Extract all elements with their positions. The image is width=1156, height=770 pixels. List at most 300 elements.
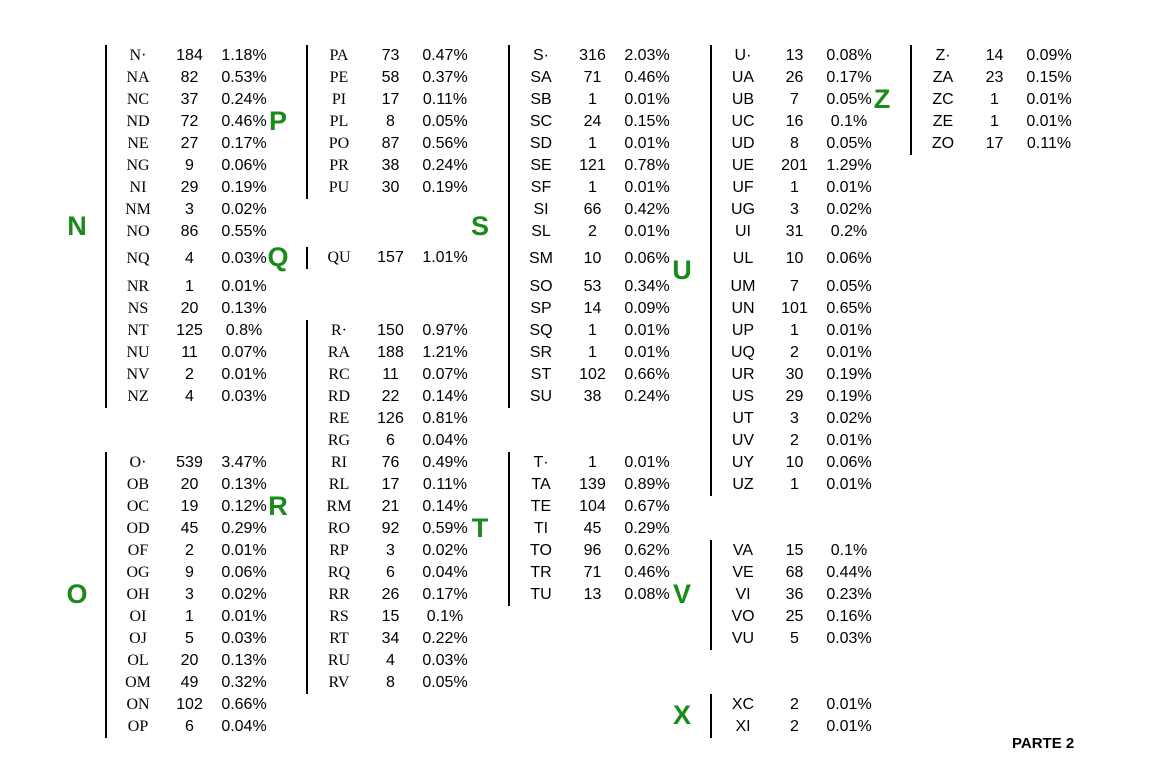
bigram-label: SI	[533, 201, 549, 218]
bigram-percent: 0.09%	[624, 300, 670, 317]
bigram-label: VI	[735, 586, 751, 603]
bigram-count: 25	[785, 608, 804, 625]
group-n-divider	[105, 45, 107, 408]
bigram-count: 38	[381, 157, 400, 174]
bigram-percent: 0.02%	[826, 410, 872, 427]
bigram-percent: 0.03%	[221, 250, 267, 267]
bigram-count: 102	[176, 696, 203, 713]
bigram-label: PL	[329, 113, 349, 130]
bigram-percent: 0.01%	[624, 135, 670, 152]
bigram-percent: 0.13%	[221, 652, 267, 669]
group-v-letter: V	[672, 579, 691, 609]
bigram-percent: 0.55%	[221, 223, 267, 240]
bigram-label: S·	[533, 47, 549, 64]
bigram-count: 45	[180, 520, 199, 537]
bigram-count: 139	[579, 476, 606, 493]
bigram-count: 11	[181, 344, 198, 361]
bigram-count: 11	[382, 366, 399, 383]
group-o-divider	[105, 452, 107, 738]
bigram-count: 14	[583, 300, 602, 317]
bigram-label: UQ	[731, 344, 755, 361]
bigram-percent: 2.03%	[624, 47, 670, 64]
bigram-percent: 0.01%	[624, 91, 670, 108]
group-x-divider	[710, 694, 712, 738]
bigram-percent: 0.24%	[624, 388, 670, 405]
group-p	[268, 45, 478, 199]
bigram-count: 23	[985, 69, 1004, 86]
bigram-label: UI	[735, 223, 751, 240]
bigram-count: 14	[985, 47, 1004, 64]
bigram-count: 1	[588, 179, 597, 196]
bigram-count: 17	[381, 476, 400, 493]
bigram-label: TU	[530, 586, 552, 603]
bigram-label: NQ	[126, 250, 150, 267]
bigram-label: UD	[731, 135, 755, 152]
bigram-label: RC	[328, 366, 350, 383]
group-x-letter: X	[672, 700, 691, 730]
group-z	[873, 45, 1082, 155]
bigram-count: 188	[377, 344, 404, 361]
bigram-label: PR	[329, 157, 349, 174]
bigram-percent: 0.01%	[624, 454, 670, 471]
bigram-label: UB	[731, 91, 755, 108]
bigram-label: NU	[126, 344, 150, 361]
bigram-label: NT	[127, 322, 149, 339]
bigram-count: 53	[583, 278, 602, 295]
bigram-label: SB	[530, 91, 552, 108]
bigram-count: 2	[790, 718, 799, 735]
bigram-label: TI	[533, 520, 549, 537]
bigram-percent: 0.01%	[826, 696, 872, 713]
bigram-count: 2	[185, 366, 194, 383]
bigram-label: OH	[126, 586, 150, 603]
group-n-letter: N	[67, 210, 87, 241]
group-z-letter: Z	[873, 84, 891, 114]
group-t-divider	[508, 452, 510, 606]
bigram-count: 20	[180, 652, 199, 669]
bigram-label: ZO	[931, 135, 955, 152]
bigram-label: NR	[126, 278, 150, 295]
bigram-percent: 0.46%	[221, 113, 267, 130]
bigram-count: 15	[381, 608, 400, 625]
bigram-percent: 0.02%	[422, 542, 468, 559]
bigram-count: 104	[579, 498, 606, 515]
bigram-label: VU	[731, 630, 755, 647]
bigram-percent: 0.34%	[624, 278, 670, 295]
bigram-label: SF	[530, 179, 552, 196]
bigram-label: VO	[731, 608, 755, 625]
bigram-count: 4	[185, 250, 194, 267]
bigram-label: RV	[328, 674, 350, 691]
bigram-label: T·	[533, 454, 549, 471]
bigram-label: ON	[126, 696, 150, 713]
bigram-percent: 0.47%	[422, 47, 468, 64]
bigram-count: 2	[588, 223, 597, 240]
bigram-percent: 0.19%	[221, 179, 267, 196]
bigram-percent: 0.05%	[422, 113, 468, 130]
bigram-percent: 0.42%	[624, 201, 670, 218]
bigram-count: 29	[785, 388, 804, 405]
bigram-label: U·	[734, 47, 752, 64]
bigram-label: UV	[731, 432, 755, 449]
bigram-label: UY	[731, 454, 755, 471]
bigram-label: UF	[732, 179, 754, 196]
bigram-count: 30	[381, 179, 400, 196]
bigram-percent: 0.01%	[221, 278, 267, 295]
bigram-count: 21	[381, 498, 400, 515]
bigram-count: 1	[990, 91, 999, 108]
bigram-count: 8	[790, 135, 799, 152]
bigram-percent: 0.01%	[826, 322, 872, 339]
bigram-label: SL	[531, 223, 551, 240]
bigram-count: 9	[185, 564, 194, 581]
bigram-label: TO	[530, 542, 552, 559]
bigram-label: NV	[126, 366, 150, 383]
bigram-percent: 0.02%	[221, 201, 267, 218]
bigram-percent: 0.44%	[826, 564, 872, 581]
bigram-count: 13	[583, 586, 602, 603]
bigram-count: 121	[579, 157, 606, 174]
bigram-label: NS	[127, 300, 149, 317]
bigram-percent: 0.62%	[624, 542, 670, 559]
bigram-label: UR	[731, 366, 755, 383]
bigram-percent: 1.29%	[826, 157, 872, 174]
bigram-percent: 3.47%	[221, 454, 267, 471]
bigram-percent: 0.01%	[826, 179, 872, 196]
bigram-percent: 0.09%	[1026, 47, 1072, 64]
bigram-count: 150	[377, 322, 404, 339]
bigram-percent: 0.53%	[221, 69, 267, 86]
bigram-percent: 0.06%	[826, 250, 872, 267]
bigram-percent: 0.06%	[221, 157, 267, 174]
bigram-count: 10	[785, 250, 804, 267]
bigram-count: 49	[180, 674, 199, 691]
bigram-label: SP	[530, 300, 552, 317]
group-s-divider	[508, 45, 510, 408]
bigram-percent: 0.17%	[826, 69, 872, 86]
bigram-percent: 0.01%	[826, 476, 872, 493]
group-s-letter: S	[470, 210, 489, 241]
group-v-divider	[710, 540, 712, 650]
bigram-count: 1	[790, 322, 799, 339]
bigram-count: 68	[785, 564, 804, 581]
bigram-label: Z·	[935, 47, 951, 64]
bigram-percent: 1.18%	[221, 47, 267, 64]
bigram-count: 30	[785, 366, 804, 383]
bigram-percent: 0.03%	[221, 630, 267, 647]
bigram-percent: 0.01%	[826, 718, 872, 735]
group-p-divider	[306, 45, 308, 199]
bigram-percent: 0.01%	[221, 608, 267, 625]
bigram-count: 3	[790, 201, 799, 218]
bigram-count: 36	[785, 586, 804, 603]
bigram-label: SU	[529, 388, 553, 405]
bigram-percent: 0.81%	[422, 410, 468, 427]
bigram-label: UE	[731, 157, 755, 174]
bigram-percent: 0.65%	[826, 300, 872, 317]
bigram-count: 1	[588, 344, 597, 361]
bigram-count: 125	[176, 322, 203, 339]
bigram-label: NI	[129, 179, 147, 196]
bigram-percent: 0.05%	[826, 91, 872, 108]
bigram-percent: 0.19%	[826, 388, 872, 405]
bigram-percent: 0.12%	[221, 498, 267, 515]
bigram-count: 184	[176, 47, 203, 64]
bigram-count: 73	[381, 47, 400, 64]
bigram-percent: 0.06%	[624, 250, 670, 267]
bigram-percent: 0.56%	[422, 135, 468, 152]
bigram-percent: 0.04%	[221, 718, 267, 735]
bigram-percent: 0.59%	[422, 520, 468, 537]
bigram-label: N·	[129, 47, 147, 64]
bigram-label: QU	[327, 249, 351, 266]
bigram-percent: 0.1%	[830, 113, 868, 130]
bigram-label: XI	[735, 718, 751, 735]
group-o-letter: O	[66, 579, 88, 609]
bigram-percent: 0.66%	[221, 696, 267, 713]
bigram-percent: 0.37%	[422, 69, 468, 86]
bigram-percent: 0.02%	[221, 586, 267, 603]
bigram-percent: 0.13%	[221, 300, 267, 317]
bigram-label: US	[731, 388, 755, 405]
bigram-percent: 0.1%	[830, 542, 868, 559]
bigram-count: 5	[790, 630, 799, 647]
bigram-count: 157	[377, 249, 404, 266]
bigram-percent: 0.04%	[422, 564, 468, 581]
bigram-count: 87	[381, 135, 400, 152]
bigram-label: SQ	[529, 322, 553, 339]
bigram-percent: 0.24%	[422, 157, 468, 174]
bigram-count: 5	[185, 630, 194, 647]
bigram-label: RE	[328, 410, 350, 427]
group-s	[470, 45, 680, 408]
bigram-count: 7	[790, 278, 799, 295]
bigram-label: OF	[127, 542, 149, 559]
bigram-percent: 0.23%	[826, 586, 872, 603]
bigram-label: NC	[126, 91, 150, 108]
bigram-label: TE	[530, 498, 552, 515]
bigram-label: RI	[331, 454, 347, 471]
bigram-count: 201	[781, 157, 808, 174]
bigram-label: SA	[530, 69, 552, 86]
bigram-percent: 0.01%	[221, 542, 267, 559]
bigram-label: RO	[327, 520, 351, 537]
bigram-label: PI	[331, 91, 347, 108]
bigram-percent: 0.89%	[624, 476, 670, 493]
bigram-count: 66	[583, 201, 602, 218]
bigram-label: SC	[529, 113, 553, 130]
bigram-count: 3	[386, 542, 395, 559]
group-q-divider	[306, 247, 308, 269]
bigram-label: OP	[127, 718, 149, 735]
bigram-label: NO	[126, 223, 150, 240]
bigram-count: 1	[588, 454, 597, 471]
bigram-percent: 0.11%	[1026, 135, 1072, 152]
bigram-count: 20	[180, 300, 199, 317]
bigram-label: RR	[328, 586, 350, 603]
bigram-percent: 0.06%	[221, 564, 267, 581]
bigram-count: 76	[381, 454, 400, 471]
bigram-count: 38	[583, 388, 602, 405]
bigram-count: 58	[381, 69, 400, 86]
bigram-count: 1	[790, 476, 799, 493]
bigram-label: OD	[126, 520, 150, 537]
bigram-label: OI	[129, 608, 147, 625]
bigram-percent: 0.01%	[826, 344, 872, 361]
bigram-label: NE	[127, 135, 149, 152]
bigram-count: 8	[386, 113, 395, 130]
bigram-count: 10	[583, 250, 602, 267]
bigram-percent: 0.29%	[624, 520, 670, 537]
bigram-percent: 0.22%	[422, 630, 468, 647]
bigram-count: 22	[381, 388, 400, 405]
bigram-label: O·	[129, 454, 147, 471]
bigram-percent: 0.08%	[826, 47, 872, 64]
bigram-label: SO	[529, 278, 553, 295]
bigram-label: UM	[730, 278, 756, 295]
bigram-label: PE	[329, 69, 349, 86]
bigram-percent: 0.46%	[624, 564, 670, 581]
bigram-label: SD	[529, 135, 553, 152]
bigram-label: OB	[126, 476, 150, 493]
bigram-count: 126	[377, 410, 404, 427]
bigram-count: 34	[381, 630, 400, 647]
bigram-label: NZ	[127, 388, 149, 405]
bigram-percent: 1.01%	[422, 249, 468, 266]
bigram-percent: 0.97%	[422, 322, 468, 339]
bigram-percent: 0.11%	[422, 476, 468, 493]
bigram-label: PU	[328, 179, 350, 196]
bigram-percent: 0.14%	[422, 498, 468, 515]
bigram-label: OL	[127, 652, 149, 669]
bigram-count: 1	[588, 91, 597, 108]
bigram-label: UA	[731, 69, 755, 86]
group-u-letter: U	[672, 254, 692, 285]
bigram-label: VE	[732, 564, 754, 581]
bigram-count: 72	[180, 113, 199, 130]
group-u	[672, 45, 882, 496]
bigram-count: 96	[583, 542, 602, 559]
bigram-label: SE	[530, 157, 552, 174]
bigram-percent: 0.01%	[624, 322, 670, 339]
bigram-label: NG	[126, 157, 150, 174]
bigram-count: 6	[386, 432, 395, 449]
bigram-percent: 1.21%	[422, 344, 468, 361]
group-o	[66, 452, 277, 738]
bigram-label: RS	[329, 608, 349, 625]
bigram-label: RT	[329, 630, 349, 647]
bigram-percent: 0.03%	[221, 388, 267, 405]
bigram-label: UL	[732, 250, 754, 267]
group-t-letter: T	[471, 513, 489, 543]
group-v	[672, 540, 882, 650]
bigram-count: 17	[985, 135, 1004, 152]
bigram-count: 26	[381, 586, 400, 603]
bigram-count: 1	[588, 322, 597, 339]
bigram-label: RA	[327, 344, 351, 361]
bigram-label: UP	[731, 322, 755, 339]
bigram-label: VA	[732, 542, 754, 559]
group-q-letter: Q	[267, 242, 289, 272]
bigram-count: 16	[785, 113, 804, 130]
bigram-count: 539	[176, 454, 203, 471]
group-t	[471, 452, 680, 606]
bigram-percent: 0.19%	[422, 179, 468, 196]
bigram-count: 1	[790, 179, 799, 196]
bigram-label: XC	[731, 696, 755, 713]
bigram-label: ZC	[932, 91, 954, 108]
group-n	[67, 45, 277, 408]
bigram-percent: 0.16%	[826, 608, 872, 625]
bigram-percent: 0.05%	[826, 135, 872, 152]
bigram-percent: 0.11%	[422, 91, 468, 108]
bigram-percent: 0.78%	[624, 157, 670, 174]
bigram-percent: 0.32%	[221, 674, 267, 691]
bigram-label: OC	[126, 498, 150, 515]
group-u-divider	[710, 45, 712, 496]
bigram-percent: 0.05%	[826, 278, 872, 295]
bigram-label: OM	[125, 674, 151, 691]
bigram-percent: 0.13%	[221, 476, 267, 493]
group-p-letter: P	[268, 106, 287, 136]
bigram-percent: 0.46%	[624, 69, 670, 86]
group-r-divider	[306, 320, 308, 694]
bigram-label: SR	[529, 344, 553, 361]
bigram-percent: 0.66%	[624, 366, 670, 383]
bigram-label: TA	[531, 476, 551, 493]
bigram-label: PO	[328, 135, 350, 152]
bigram-label: UC	[731, 113, 755, 130]
bigram-count: 3	[185, 201, 194, 218]
bigram-label: OG	[126, 564, 150, 581]
bigram-label: ZA	[932, 69, 954, 86]
bigram-percent: 0.15%	[1026, 69, 1072, 86]
bigram-label: ND	[126, 113, 150, 130]
group-z-divider	[910, 45, 912, 155]
bigram-percent: 0.1%	[426, 608, 464, 625]
bigram-count: 71	[583, 564, 602, 581]
bigram-count: 86	[180, 223, 199, 240]
bigram-count: 15	[785, 542, 804, 559]
bigram-label: NA	[126, 69, 150, 86]
bigram-count: 20	[180, 476, 199, 493]
bigram-percent: 0.08%	[624, 586, 670, 603]
page-footer-label: PARTE 2	[1012, 735, 1075, 752]
bigram-percent: 0.05%	[422, 674, 468, 691]
bigram-label: OJ	[129, 630, 147, 647]
bigram-percent: 0.01%	[1026, 113, 1072, 130]
bigram-percent: 0.01%	[221, 366, 267, 383]
bigram-label: UT	[732, 410, 754, 427]
bigram-percent: 0.49%	[422, 454, 468, 471]
bigram-label: UN	[731, 300, 755, 317]
bigram-count: 8	[386, 674, 395, 691]
bigram-label: R·	[331, 322, 347, 339]
bigram-count: 19	[180, 498, 199, 515]
bigram-percent: 0.29%	[221, 520, 267, 537]
bigram-label: RD	[327, 388, 351, 405]
bigram-percent: 0.01%	[826, 432, 872, 449]
bigram-percent: 0.01%	[1026, 91, 1072, 108]
bigram-count: 45	[583, 520, 602, 537]
bigram-label: ST	[530, 366, 552, 383]
bigram-count: 1	[588, 135, 597, 152]
bigram-count: 102	[579, 366, 606, 383]
bigram-label: RU	[327, 652, 351, 669]
bigram-count: 17	[381, 91, 400, 108]
group-r-letter: R	[268, 491, 288, 521]
bigram-count: 2	[185, 542, 194, 559]
